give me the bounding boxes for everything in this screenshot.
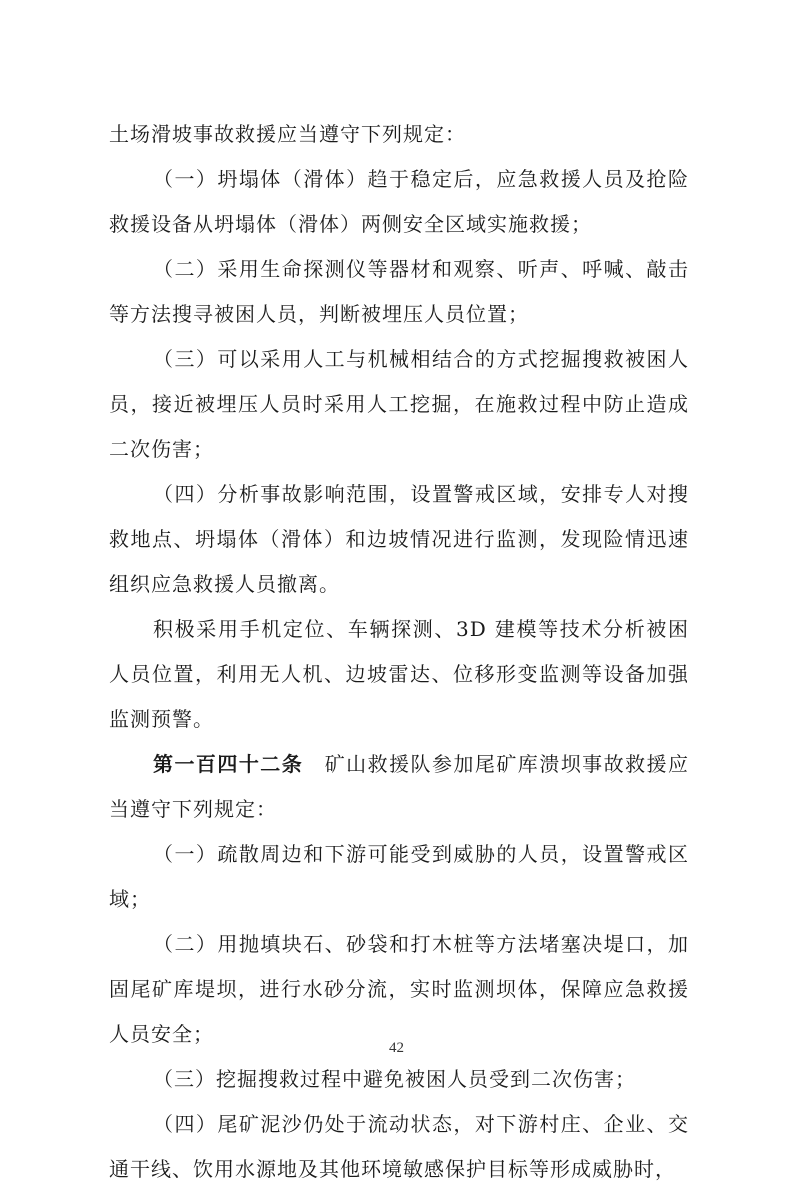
paragraph-item-2: （二）采用生命探测仪等器材和观察、听声、呼喊、敲击等方法搜寻被困人员，判断被埋压人员位置； [109, 257, 689, 326]
body-text [109, 112, 689, 1192]
paragraph-item-4: （四）分析事故影响范围，设置警戒区域，安排专人对搜救地点、坍塌体（滑体）和边坡情况进行监测，发现险情迅速组织应急救援人员撤离。 [109, 482, 689, 596]
paragraph-item-1: （一）坍塌体（滑体）趋于稳定后，应急救援人员及抢险救援设备从坍塌体（滑体）两侧安全区域实施救援； [109, 167, 689, 236]
article-item-3: （三）挖掘搜救过程中避免被困人员受到二次伤害； [153, 1067, 636, 1091]
page-number: 42 [389, 1040, 404, 1056]
article-spacer [303, 752, 324, 776]
article-142 [109, 742, 689, 832]
paragraph-intro: 土场滑坡事故救援应当遵守下列规定： [109, 122, 466, 146]
paragraph-technology: 积极采用手机定位、车辆探测、3D 建模等技术分析被困人员位置，利用无人机、边坡雷达、位移形变监测等设备加强监测预警。 [109, 617, 689, 731]
article-item-4: （四）尾矿泥沙仍处于流动状态，对下游村庄、企业、交通干线、饮用水源地及其他环境敏感保护目标等形成威胁时， [109, 1112, 689, 1181]
article-item-2: （二）用抛填块石、砂袋和打木桩等方法堵塞决堤口，加固尾矿库堤坝，进行水砂分流，实时监测坝体，保障应急救援人员安全； [109, 932, 689, 1046]
article-text: 矿山救援队参加尾矿库溃坝事故救援应当遵守下列规定： [109, 752, 690, 821]
article-item-1: （一）疏散周边和下游可能受到威胁的人员，设置警戒区域； [109, 842, 689, 911]
paragraph-item-3: （三）可以采用人工与机械相结合的方式挖掘搜救被困人员，接近被埋压人员时采用人工挖掘，在施救过程中防止造成二次伤害； [109, 347, 689, 461]
article-title: 第一百四十二条 [153, 752, 304, 776]
